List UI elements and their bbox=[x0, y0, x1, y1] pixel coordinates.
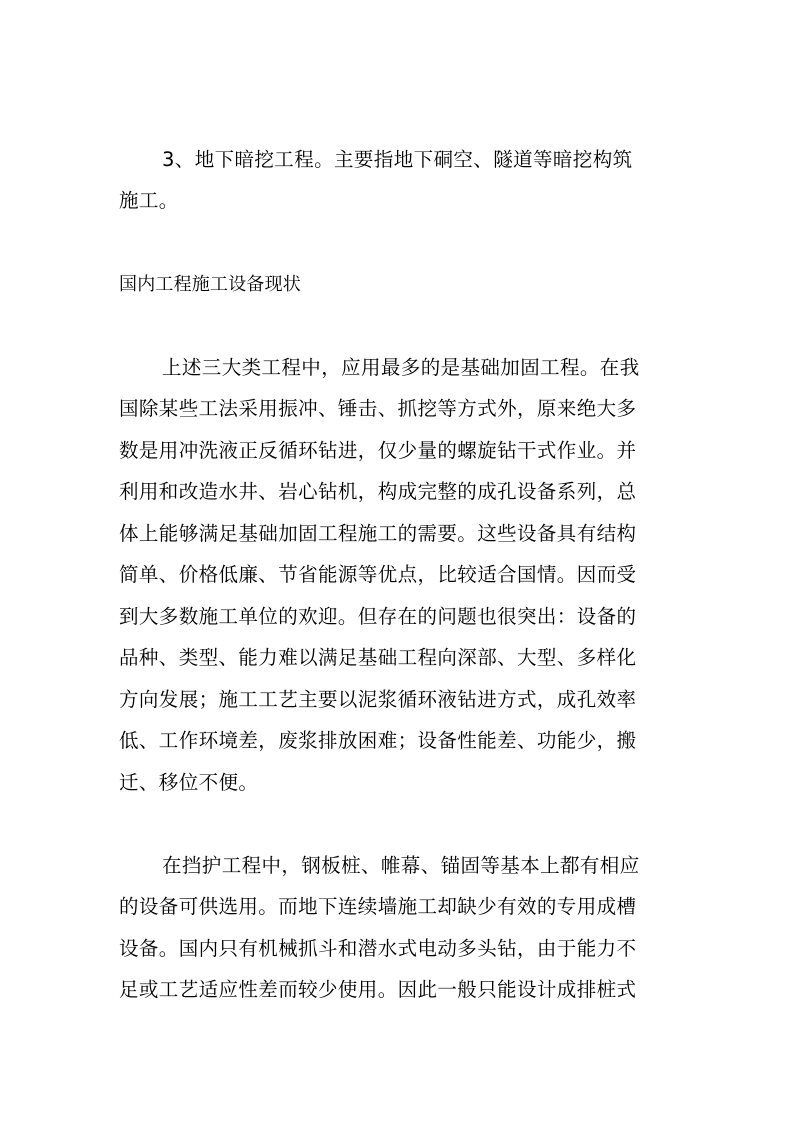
paragraph-2-line-3: 数是用冲洗液正反循环钻进，仅少量的螺旋钻干式作业。并 bbox=[119, 439, 637, 462]
paragraph-2-line-6: 简单、价格低廉、节省能源等优点，比较适合国情。因而受 bbox=[119, 563, 637, 586]
paragraph-2-line-2: 国除某些工法采用振冲、锤击、抓挖等方式外，原来绝大多 bbox=[119, 397, 637, 420]
paragraph-2-line-1: 上述三大类工程中，应用最多的是基础加固工程。在我 bbox=[162, 356, 640, 379]
paragraph-3-line-3: 设备。国内只有机械抓斗和潜水式电动多头钻，由于能力不 bbox=[119, 937, 637, 960]
paragraph-2-line-10: 低、工作环境差，废浆排放困难；设备性能差、功能少，搬 bbox=[119, 729, 637, 752]
paragraph-3-line-2: 的设备可供选用。而地下连续墙施工却缺少有效的专用成槽 bbox=[119, 895, 637, 918]
paragraph-2-line-11: 迁、移位不便。 bbox=[119, 771, 259, 794]
paragraph-2-line-7: 到大多数施工单位的欢迎。但存在的问题也很突出：设备的 bbox=[119, 605, 637, 628]
paragraph-2-line-9: 方向发展；施工工艺主要以泥浆循环液钻进方式，成孔效率 bbox=[119, 688, 637, 711]
paragraph-2-line-4: 利用和改造水井、岩心钻机，构成完整的成孔设备系列，总 bbox=[119, 480, 637, 503]
paragraph-3-line-4: 足或工艺适应性差而较少使用。因此一般只能设计成排桩式 bbox=[119, 978, 637, 1001]
paragraph-1-line-2: 施工。 bbox=[119, 189, 179, 212]
section-heading: 国内工程施工设备现状 bbox=[119, 274, 301, 295]
paragraph-2-line-8: 品种、类型、能力难以满足基础工程向深部、大型、多样化 bbox=[119, 646, 637, 669]
paragraph-1-line-1: 3、地下暗挖工程。主要指地下硐空、隧道等暗挖构筑 bbox=[162, 148, 633, 171]
paragraph-2-line-5: 体上能够满足基础加固工程施工的需要。这些设备具有结构 bbox=[119, 522, 637, 545]
paragraph-3-line-1: 在挡护工程中，钢板桩、帷幕、锚固等基本上都有相应 bbox=[162, 854, 640, 877]
